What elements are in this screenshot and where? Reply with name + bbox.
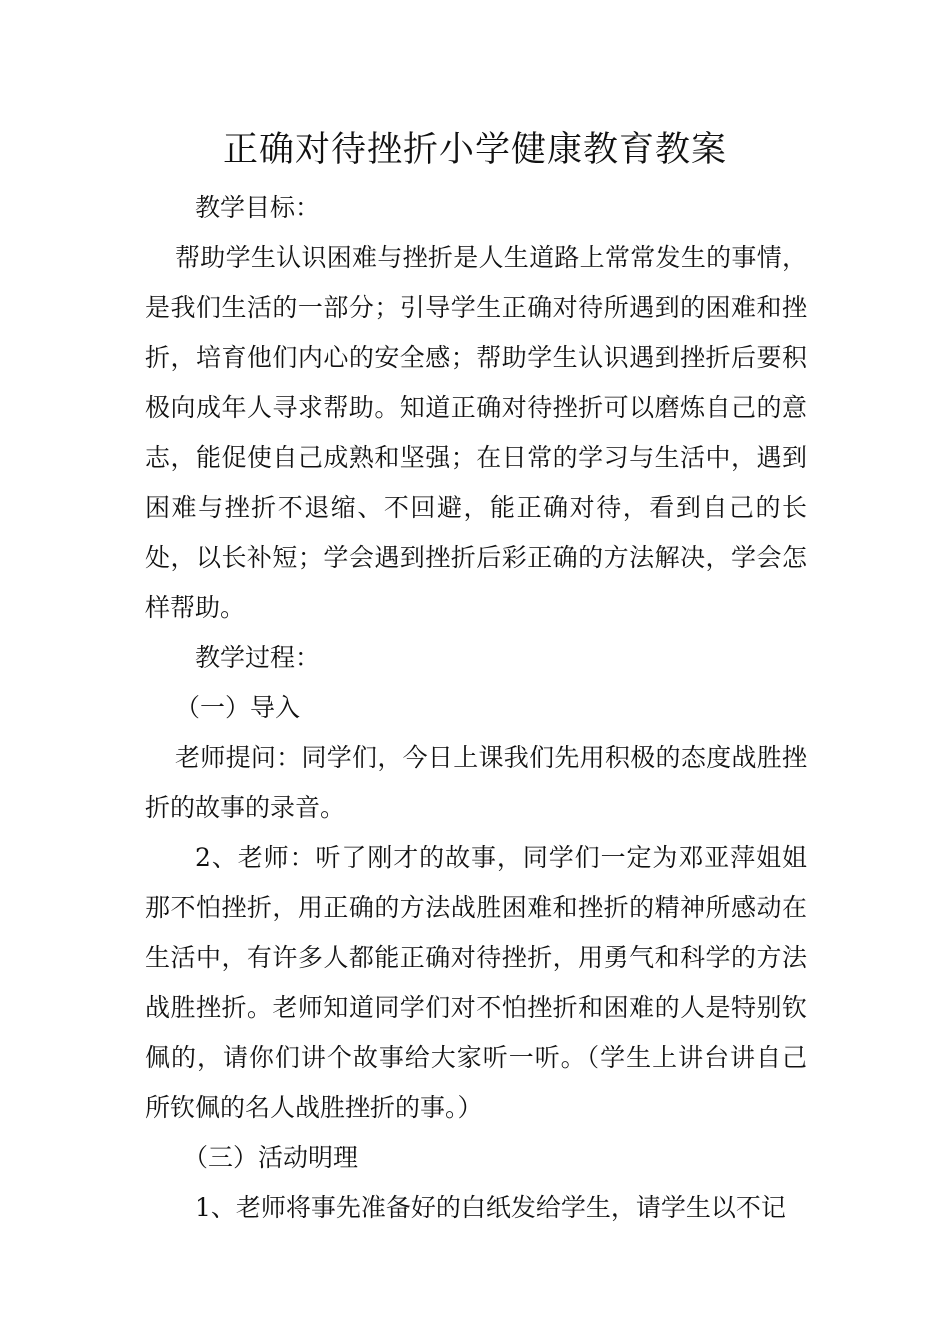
paragraph-item-2: 2、老师：听了刚才的故事，同学们一定为邓亚萍姐姐那不怕挫折，用正确的方法战胜困难和挫折的精神所感动在生活中，有许多人都能正确对待挫折，用勇气和科学的方法战胜挫折。老师知道同学们对不怕挫折和困难的人是特别钦佩的，请你们讲个故事给大家听一听。（学生上讲台讲自己所钦佩的名人战胜挫折的事。） [145, 843, 807, 1122]
document-body [145, 183, 807, 1233]
paragraph-item-1: 1、老师将事先准备好的白纸发给学生，请学生以不记 [195, 1193, 786, 1222]
paragraph-goal-heading: 教学目标： [195, 193, 321, 222]
paragraph-process-heading: 教学过程： [195, 643, 321, 672]
paragraph-goal-body: 帮助学生认识困难与挫折是人生道路上常常发生的事情，是我们生活的一部分；引导学生正确对待所遇到的困难和挫折，培育他们内心的安全感；帮助学生认识遇到挫折后要积极向成年人寻求帮助。知道正确对待挫折可以磨炼自己的意志，能促使自己成熟和坚强；在日常的学习与生活中，遇到困难与挫折不退缩、不回避，能正确对待，看到自己的长处，以长补短；学会遇到挫折后彩正确的方法解决，学会怎样帮助。 [145, 243, 807, 622]
document-title: 正确对待挫折小学健康教育教案 [222, 130, 727, 170]
paragraph-section-3-heading: （三）活动明理 [183, 1143, 359, 1172]
paragraph-section-1-body: 老师提问：同学们，今日上课我们先用积极的态度战胜挫折的故事的录音。 [145, 743, 807, 822]
paragraph-section-1-heading: （一）导入 [175, 693, 301, 722]
